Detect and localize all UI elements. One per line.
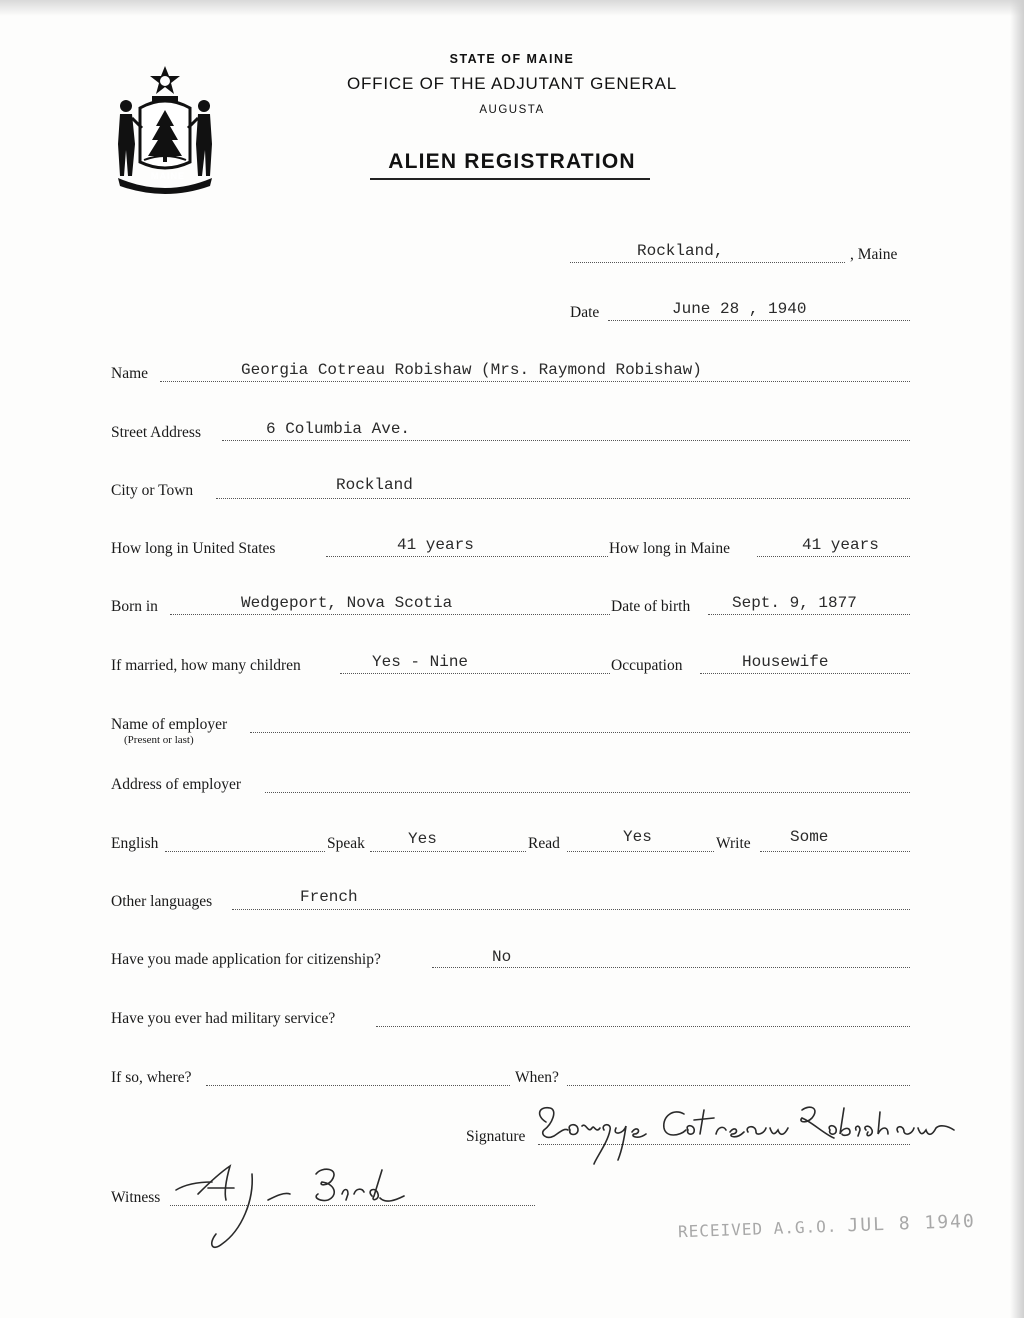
name-label: Name — [111, 365, 149, 382]
how-long-us-value: 41 years — [397, 536, 474, 554]
children-value: Yes - Nine — [372, 653, 469, 671]
employer-name-line — [250, 732, 910, 733]
write-line — [760, 851, 910, 852]
handwritten-signature — [534, 1100, 964, 1170]
date-value: June 28 , 1940 — [672, 300, 807, 318]
received-stamp-date: JUL 8 1940 — [847, 1210, 977, 1237]
english-label: English — [111, 835, 159, 852]
date-of-birth-label: Date of birth — [611, 598, 691, 615]
speak-label: Speak — [327, 835, 365, 852]
city-line — [216, 498, 910, 499]
header-state: STATE OF MAINE — [449, 52, 575, 66]
citizenship-line — [432, 967, 910, 968]
employer-address-label: Address of employer — [111, 776, 241, 793]
when-line — [567, 1085, 910, 1086]
read-line — [567, 851, 714, 852]
speak-line — [370, 851, 526, 852]
form-title: ALIEN REGISTRATION — [388, 150, 636, 173]
children-line — [340, 673, 610, 674]
how-long-maine-line — [757, 556, 910, 557]
citizenship-label: Have you made application for citizenship? — [111, 951, 381, 968]
witness-label: Witness — [111, 1189, 161, 1206]
signature-label: Signature — [466, 1128, 526, 1145]
location-line — [570, 262, 845, 263]
header-city: AUGUSTA — [479, 104, 545, 116]
other-languages-line — [232, 909, 910, 910]
date-line — [608, 320, 910, 321]
where-line — [206, 1085, 510, 1086]
employer-name-sublabel: (Present or last) — [124, 734, 194, 746]
where-label: If so, where? — [111, 1069, 192, 1086]
date-of-birth-line — [708, 614, 910, 615]
witness-signature — [172, 1160, 422, 1260]
write-label: Write — [716, 835, 751, 852]
how-long-maine-value: 41 years — [802, 536, 879, 554]
read-label: Read — [528, 835, 560, 852]
occupation-line — [700, 673, 910, 674]
date-of-birth-value: Sept. 9, 1877 — [732, 594, 857, 612]
location-state-label: , Maine — [850, 246, 898, 263]
scan-edge-top — [0, 0, 1024, 16]
name-line — [160, 381, 910, 382]
other-languages-label: Other languages — [111, 893, 213, 910]
seal-banner-text: MAINE — [151, 171, 185, 181]
occupation-label: Occupation — [611, 657, 683, 674]
when-label: When? — [515, 1069, 559, 1086]
speak-value: Yes — [408, 830, 437, 848]
military-label: Have you ever had military service? — [111, 1010, 336, 1027]
employer-address-line — [265, 792, 910, 793]
city-value: Rockland — [336, 476, 413, 494]
born-in-value: Wedgeport, Nova Scotia — [241, 594, 453, 612]
title-underline — [370, 178, 650, 180]
how-long-us-line — [326, 556, 608, 557]
city-label: City or Town — [111, 482, 194, 499]
received-stamp — [678, 1211, 976, 1242]
how-long-maine-label: How long in Maine — [609, 540, 730, 557]
location-town-value: Rockland, — [637, 242, 724, 260]
occupation-value: Housewife — [742, 653, 829, 671]
children-label: If married, how many children — [111, 657, 301, 674]
street-address-value: 6 Columbia Ave. — [266, 420, 411, 438]
english-line — [165, 851, 325, 852]
header-office: OFFICE OF THE ADJUTANT GENERAL — [346, 74, 678, 93]
date-label: Date — [570, 304, 600, 321]
born-in-label: Born in — [111, 598, 158, 615]
citizenship-value: No — [492, 948, 512, 966]
street-address-line — [222, 440, 910, 441]
street-address-label: Street Address — [111, 424, 201, 441]
employer-name-label: Name of employer — [111, 716, 228, 733]
received-stamp-text: RECEIVED A.G.O. — [677, 1216, 838, 1242]
name-value: Georgia Cotreau Robishaw (Mrs. Raymond Robishaw) — [241, 361, 702, 379]
scan-edge-right — [1010, 0, 1024, 1318]
military-line — [376, 1026, 910, 1027]
other-languages-value: French — [300, 888, 358, 906]
how-long-us-label: How long in United States — [111, 540, 276, 557]
read-value: Yes — [623, 828, 652, 846]
write-value: Some — [790, 828, 829, 846]
born-in-line — [170, 614, 610, 615]
